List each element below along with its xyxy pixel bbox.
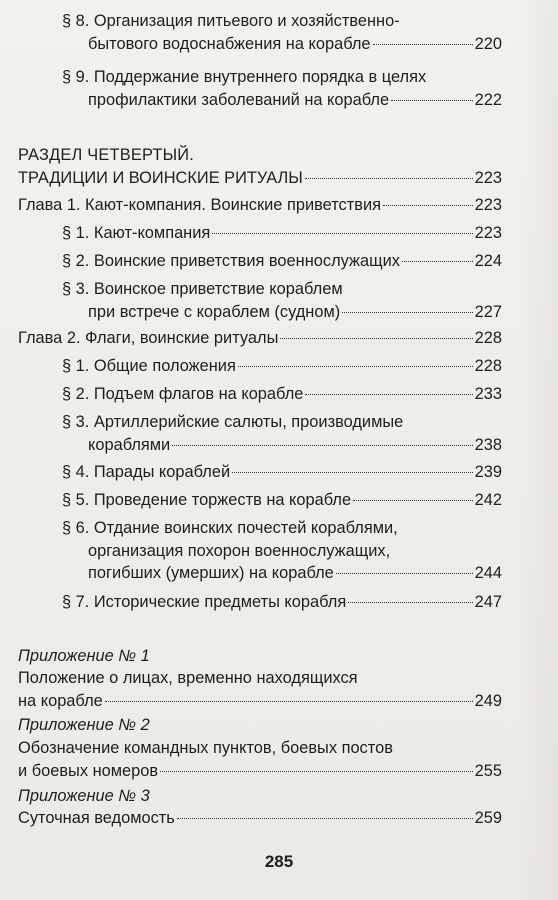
toc-page-number: 238 [474, 435, 502, 454]
toc-page-number: 223 [474, 224, 502, 242]
toc-entry-c2s7 [62, 591, 502, 614]
toc-entry-text: § 3. Воинское приветствие кораблем [62, 280, 343, 298]
toc-entry-text: организация похорон военнослужащих, [88, 541, 391, 560]
toc-entry-text: бытового водоснабжения на корабле [88, 34, 371, 53]
section-title: РАЗДЕЛ ЧЕТВЕРТЫЙ. [18, 146, 195, 164]
toc-page-number: 222 [474, 90, 502, 109]
toc-page-number: 227 [474, 302, 502, 321]
dot-leader [212, 233, 472, 234]
appendix-label: Приложение № 2 [18, 716, 150, 734]
toc-entry-part4 [18, 144, 502, 189]
page-edge-shadow [518, 0, 558, 900]
toc-entry-text: Положение о лицах, временно находящихся [18, 669, 358, 687]
toc-page-number: 223 [474, 168, 502, 187]
dot-leader [177, 818, 473, 819]
toc-entry-text: на корабле [18, 691, 103, 710]
toc-page-number: 228 [474, 357, 502, 375]
dot-leader [305, 178, 473, 179]
dot-leader [305, 394, 472, 395]
toc-page-number: 259 [474, 809, 502, 827]
toc-entry-text: § 5. Проведение торжеств на корабле [62, 491, 352, 509]
toc-entry-text: кораблями [88, 435, 171, 454]
toc-entry-s9 [62, 66, 502, 111]
toc-entry-c2s4 [62, 461, 502, 484]
toc-page-number: 233 [474, 385, 502, 403]
page-number: 285 [264, 852, 294, 871]
dot-leader [353, 500, 473, 501]
toc-entry-text: § 2. Подъем флагов на корабле [62, 385, 304, 403]
toc-entry-text: § 7. Исторические предметы корабля [62, 593, 347, 611]
table-of-contents [18, 0, 502, 900]
toc-entry-text: § 1. Кают-компания [62, 224, 211, 242]
toc-entry-text: при встрече с кораблем (судном) [88, 302, 341, 321]
toc-entry-ch2 [18, 327, 502, 350]
toc-page-number: 224 [474, 252, 502, 270]
appendix-label: Приложение № 1 [18, 647, 150, 665]
toc-page-number: 242 [474, 491, 502, 509]
chapter-title: Глава 1. Кают-компания. Воинские приветствия [18, 196, 381, 214]
toc-entry-c2s6 [62, 517, 502, 585]
toc-entry-text: погибших (умерших) на корабле [88, 564, 334, 582]
toc-entry-app1 [18, 667, 502, 712]
dot-leader [342, 312, 472, 313]
toc-entry-c2s2 [62, 383, 502, 406]
toc-entry-text: § 3. Артиллерийские салюты, производимые [62, 413, 404, 431]
dot-leader [280, 338, 472, 339]
toc-entry-app2 [18, 737, 502, 782]
dot-leader [348, 602, 472, 603]
toc-entry-c1s2 [62, 250, 502, 273]
toc-page-number: 255 [474, 761, 502, 780]
toc-entry-text: § 6. Отдание воинских почестей кораблями, [62, 519, 398, 537]
toc-page-number: 228 [474, 329, 502, 347]
toc-page-number: 249 [474, 691, 502, 710]
dot-leader [172, 445, 472, 446]
toc-entry-text: Суточная ведомость [18, 809, 175, 827]
toc-page-number: 239 [474, 463, 502, 481]
dot-leader [383, 205, 473, 206]
dot-leader [336, 573, 473, 574]
toc-entry-s8 [62, 10, 502, 55]
dot-leader [373, 44, 473, 45]
toc-entry-text: § 1. Общие положения [62, 357, 236, 375]
toc-entry-c1s1 [62, 222, 502, 245]
toc-entry-text: § 4. Парады кораблей [62, 463, 231, 481]
toc-entry-ch1 [18, 194, 502, 217]
toc-page-number: 220 [474, 34, 502, 53]
toc-page-number: 223 [474, 196, 502, 214]
toc-entry-text: § 8. Организация питьевого и хозяйственно- [62, 12, 400, 30]
toc-entry-text: § 9. Поддержание внутреннего порядка в целях [62, 68, 427, 86]
dot-leader [391, 100, 473, 101]
dot-leader [402, 261, 473, 262]
toc-entry-app3 [18, 807, 502, 830]
toc-page-number: 244 [474, 564, 502, 582]
dot-leader [105, 701, 473, 702]
toc-entry-text: § 2. Воинские приветствия военнослужащих [62, 252, 400, 270]
toc-entry-text: Обозначение командных пунктов, боевых постов [18, 739, 393, 757]
appendix-label: Приложение № 3 [18, 787, 150, 805]
toc-entry-text: профилактики заболеваний на корабле [88, 90, 390, 109]
chapter-title: Глава 2. Флаги, воинские ритуалы [18, 329, 279, 347]
toc-entry-c2s1 [62, 355, 502, 378]
section-title: ТРАДИЦИИ И ВОИНСКИЕ РИТУАЛЫ [18, 168, 303, 187]
toc-entry-c1s3 [62, 278, 502, 323]
toc-entry-c2s3 [62, 411, 502, 456]
toc-entry-text: и боевых номеров [18, 761, 159, 780]
toc-entry-c2s5 [62, 489, 502, 512]
toc-page-number: 247 [474, 593, 502, 611]
dot-leader [160, 771, 473, 772]
dot-leader [238, 366, 473, 367]
dot-leader [232, 472, 473, 473]
